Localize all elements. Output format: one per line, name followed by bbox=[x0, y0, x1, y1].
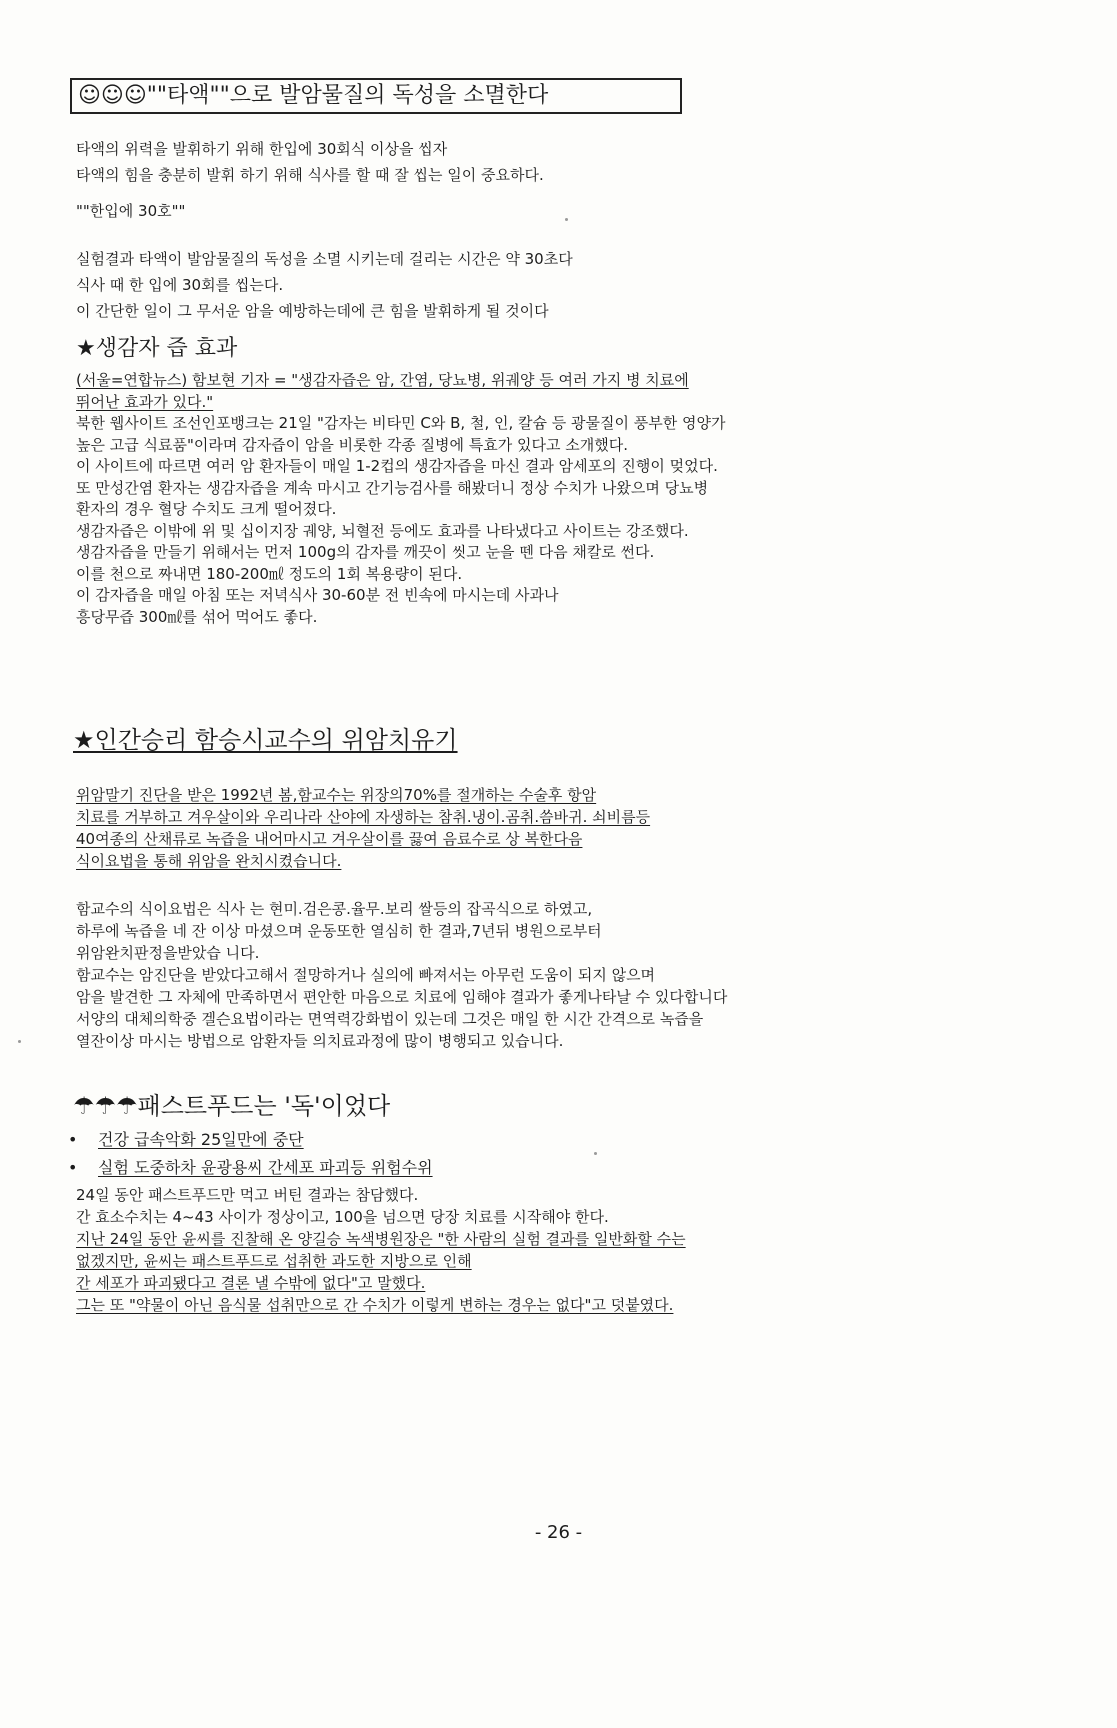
recovery-summary-line: 식이요법을 통해 위암을 완치시켰습니다. bbox=[76, 852, 342, 870]
page-title: ☺☺☺""타액""으로 발암물질의 독성을 소멸한다 bbox=[70, 78, 682, 114]
bullet-text: 실험 도중하차 윤광용씨 간세포 파괴등 위험수위 bbox=[98, 1158, 433, 1177]
recovery-line: 서양의 대체의학중 겔슨요법이라는 면역력강화법이 있는데 그것은 매일 한 시간 간격으로 녹즙을 bbox=[76, 1010, 704, 1028]
experiment-paragraph bbox=[76, 246, 1077, 324]
list-item bbox=[68, 1154, 433, 1182]
section-heading-fastfood: ☂☂☂패스트푸드는 '독'이었다 bbox=[73, 1092, 391, 1120]
fastfood-quote-line: 없겠지만, 윤씨는 패스트푸드로 섭취한 과도한 지방으로 인해 bbox=[76, 1252, 472, 1270]
fastfood-line: 24일 동안 패스트푸드만 먹고 버틴 결과는 참담했다. bbox=[76, 1186, 419, 1204]
section-heading-potato: ★생감자 즙 효과 bbox=[76, 336, 238, 361]
potato-line: 뛰어난 효과가 있다." bbox=[76, 392, 214, 411]
recovery-line: 열잔이상 마시는 방법으로 암환자들 의치료과정에 많이 병행되고 있습니다. bbox=[76, 1032, 564, 1050]
quote-heading-block bbox=[76, 198, 1077, 224]
fastfood-paragraph bbox=[76, 1184, 1077, 1316]
potato-paragraph bbox=[76, 370, 1077, 628]
quote-heading: ""한입에 30호"" bbox=[76, 202, 186, 220]
potato-line: 높은 고급 식료품"이라며 감자즙이 암을 비롯한 각종 질병에 특효가 있다고 소개했다. bbox=[76, 435, 629, 454]
experiment-line: 식사 때 한 입에 30회를 씹는다. bbox=[76, 276, 284, 294]
recovery-summary-line: 위암말기 진단을 받은 1992년 봄,함교수는 위장의70%를 절개하는 수술후 항암 bbox=[76, 786, 597, 804]
scan-speck bbox=[565, 218, 568, 221]
potato-line: 흥당무즙 300㎖를 섞어 먹어도 좋다. bbox=[76, 607, 318, 626]
experiment-line: 이 간단한 일이 그 무서운 암을 예방하는데에 큰 힘을 발휘하게 될 것이다 bbox=[76, 302, 549, 320]
fastfood-line: 간 효소수치는 4~43 사이가 정상이고, 100을 넘으면 당장 치료를 시작해야 한다. bbox=[76, 1208, 609, 1226]
section-heading-cancer-recovery: ★인간승리 함승시교수의 위암치유기 bbox=[73, 726, 458, 754]
potato-line: 생감자즙은 이밖에 위 및 십이지장 궤양, 뇌혈전 등에도 효과를 나타냈다고 사이트는 강조했다. bbox=[76, 521, 689, 540]
recovery-summary-line: 40여종의 산채류로 녹즙을 내어마시고 겨우살이를 끓여 음료수로 상 복한다음 bbox=[76, 830, 583, 848]
fastfood-quote-line: 그는 또 "약물이 아닌 음식물 섭취만으로 간 수치가 이렇게 변하는 경우는 없다"고 덧붙였다. bbox=[76, 1296, 674, 1314]
potato-line: 이 감자즙을 매일 아침 또는 저녁식사 30-60분 전 빈속에 마시는데 사과나 bbox=[76, 586, 559, 604]
intro-line: 타액의 위력을 발휘하기 위해 한입에 30회식 이상을 씹자 bbox=[76, 140, 448, 158]
potato-line: 북한 웹사이트 조선인포뱅크는 21일 "감자는 비타민 C와 B, 철, 인, 칼슘 등 광물질이 풍부한 영양가 bbox=[76, 414, 726, 432]
potato-line: 이 사이트에 따르면 여러 암 환자들이 매일 1-2컵의 생감자즙을 마신 결과 암세포의 진행이 멎었다. bbox=[76, 457, 718, 475]
intro-paragraph bbox=[76, 136, 1077, 188]
recovery-line: 함교수의 식이요법은 식사 는 현미.검은콩.율무.보리 쌀등의 잡곡식으로 하였고, bbox=[76, 900, 593, 918]
fastfood-quote-line: 지난 24일 동안 윤씨를 진찰해 온 양길승 녹색병원장은 "한 사람의 실험 결과를 일반화할 수는 bbox=[76, 1230, 686, 1248]
fastfood-bullet-list bbox=[68, 1126, 433, 1182]
recovery-summary-line: 치료를 거부하고 겨우살이와 우리나라 산야에 자생하는 참취.냉이.곰취.씀바귀. 쇠비름등 bbox=[76, 808, 651, 826]
scan-speck bbox=[18, 1040, 21, 1043]
recovery-line: 하루에 녹즙을 네 잔 이상 마셨으며 운동또한 열심히 한 결과,7년뒤 병원으로부터 bbox=[76, 922, 602, 940]
recovery-line: 함교수는 암진단을 받았다고해서 절망하거나 실의에 빠져서는 아무런 도움이 되지 않으며 bbox=[76, 966, 656, 984]
recovery-summary bbox=[76, 784, 1077, 872]
page-number: - 26 - bbox=[534, 1522, 583, 1543]
experiment-line: 실험결과 타액이 발암물질의 독성을 소멸 시키는데 걸리는 시간은 약 30초다 bbox=[76, 250, 573, 268]
potato-line: 또 만성간염 환자는 생감자즙을 계속 마시고 간기능검사를 해봤더니 정상 수치가 나왔으며 당뇨병 bbox=[76, 478, 709, 497]
potato-line: 이를 천으로 짜내면 180-200㎖ 정도의 1회 복용량이 된다. bbox=[76, 564, 463, 583]
bullet-text: 건강 급속악화 25일만에 중단 bbox=[98, 1130, 304, 1149]
recovery-line: 위암완치판정을받았습 니다. bbox=[76, 944, 260, 962]
recovery-paragraph bbox=[76, 898, 1077, 1052]
recovery-line: 암을 발견한 그 자체에 만족하면서 편안한 마음으로 치료에 임해야 결과가 좋게나타날 수 있다합니다 bbox=[76, 988, 728, 1006]
list-item bbox=[68, 1126, 433, 1154]
potato-line: (서울=연합뉴스) 함보현 기자 = "생감자즙은 암, 간염, 당뇨병, 위궤양 등 여러 가지 병 치료에 bbox=[76, 371, 689, 389]
scan-speck bbox=[594, 1152, 597, 1155]
bullet-icon: • bbox=[68, 1130, 78, 1149]
intro-line: 타액의 힘을 충분히 발휘 하기 위해 식사를 할 때 잘 씹는 일이 중요하다. bbox=[76, 166, 544, 184]
bullet-icon: • bbox=[68, 1158, 78, 1177]
potato-line: 환자의 경우 혈당 수치도 크게 떨어졌다. bbox=[76, 500, 337, 518]
fastfood-quote-line: 간 세포가 파괴됐다고 결론 낼 수밖에 없다"고 말했다. bbox=[76, 1274, 426, 1292]
potato-line: 생감자즙을 만들기 위해서는 먼저 100g의 감자를 깨끗이 씻고 눈을 뗀 다음 채칼로 썬다. bbox=[76, 543, 655, 561]
